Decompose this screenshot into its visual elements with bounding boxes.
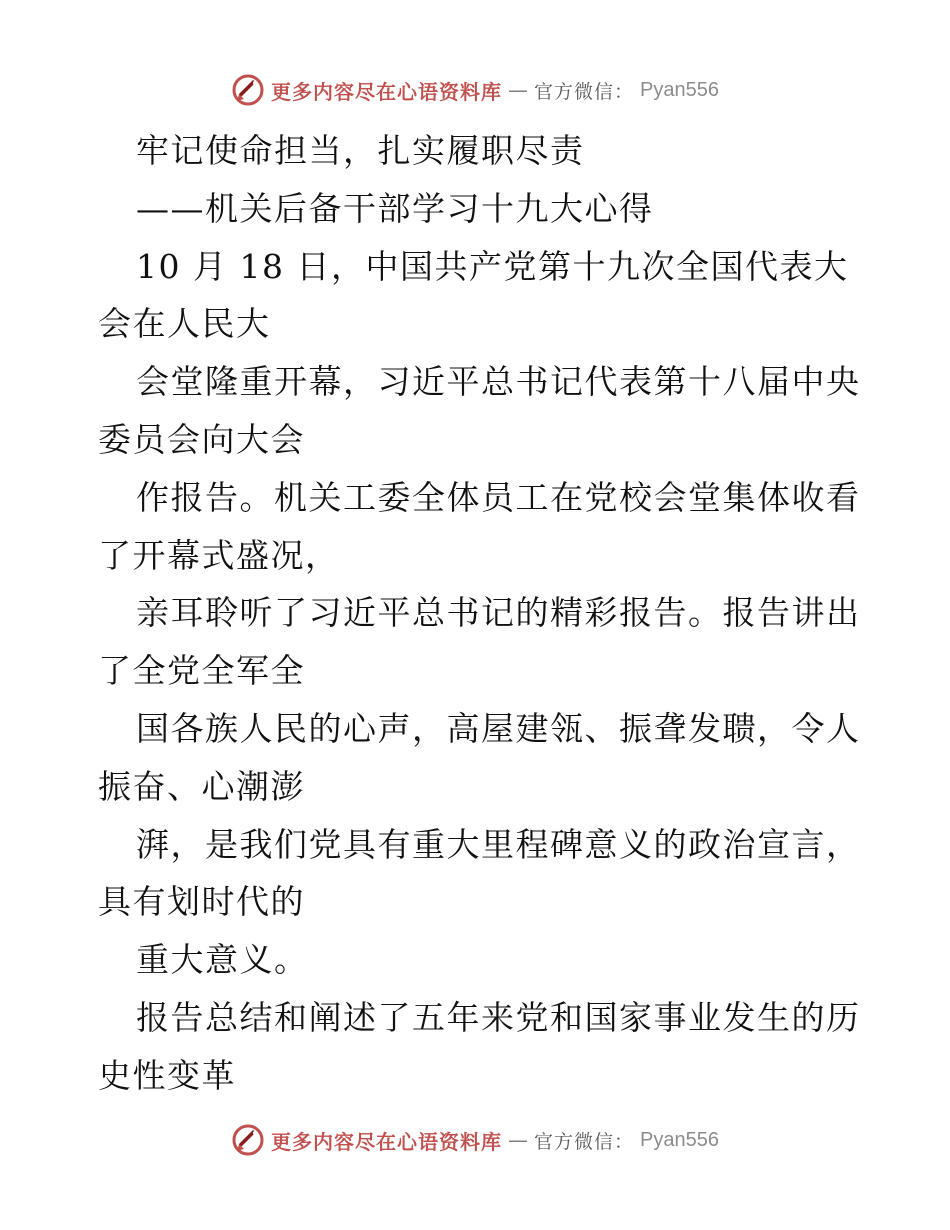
- paragraph-line: 了开幕式盛况，: [98, 535, 340, 575]
- banner-wechat-id: Pyan556: [640, 78, 719, 101]
- paragraph-line: 具有划时代的: [98, 882, 305, 922]
- paragraph-line: 史性变革: [98, 1055, 236, 1095]
- paragraph-line: 国各族人民的心声，高屋建瓴、振聋发聩，令人: [136, 708, 861, 748]
- banner-site-name: 更多内容尽在心语资料库: [271, 1129, 502, 1154]
- paragraph-line: 报告总结和阐述了五年来党和国家事业发生的历: [136, 997, 861, 1037]
- document-title: 牢记使命担当，扎实履职尽责: [136, 131, 585, 170]
- quill-pen-logo-icon: [231, 1123, 265, 1157]
- paragraph-line: 亲耳聆听了习近平总书记的精彩报告。报告讲出: [136, 593, 861, 633]
- banner-wechat-label: 官方微信：: [534, 80, 635, 103]
- paragraph-line: 重大意义。: [136, 940, 309, 980]
- paragraph-line: 了全党全军全: [98, 651, 305, 691]
- banner-separator: —: [508, 78, 528, 102]
- paragraph-line: 委员会向大会: [98, 419, 305, 459]
- header-banner: [0, 70, 950, 110]
- banner-site-name: 更多内容尽在心语资料库: [271, 79, 502, 104]
- paragraph-line: 作报告。机关工委全体员工在党校会堂集体收看: [136, 477, 861, 517]
- paragraph-line: 10 月 18 日，中国共产党第十九次全国代表大: [136, 246, 849, 286]
- quill-pen-logo-icon: [231, 73, 265, 107]
- document-subtitle: ——机关后备干部学习十九大心得: [136, 188, 654, 228]
- paragraph-line: 湃，是我们党具有重大里程碑意义的政治宣言，: [136, 824, 861, 864]
- paragraph-line: 会在人民大: [98, 304, 271, 344]
- banner-wechat-label: 官方微信：: [534, 1130, 635, 1153]
- banner-wechat-id: Pyan556: [640, 1128, 719, 1151]
- banner-separator: —: [508, 1128, 528, 1152]
- paragraph-line: 振奋、心潮澎: [98, 766, 305, 806]
- document-body: [98, 122, 861, 1105]
- paragraph-line: 会堂隆重开幕，习近平总书记代表第十八届中央: [136, 362, 861, 402]
- footer-banner: [0, 1120, 950, 1160]
